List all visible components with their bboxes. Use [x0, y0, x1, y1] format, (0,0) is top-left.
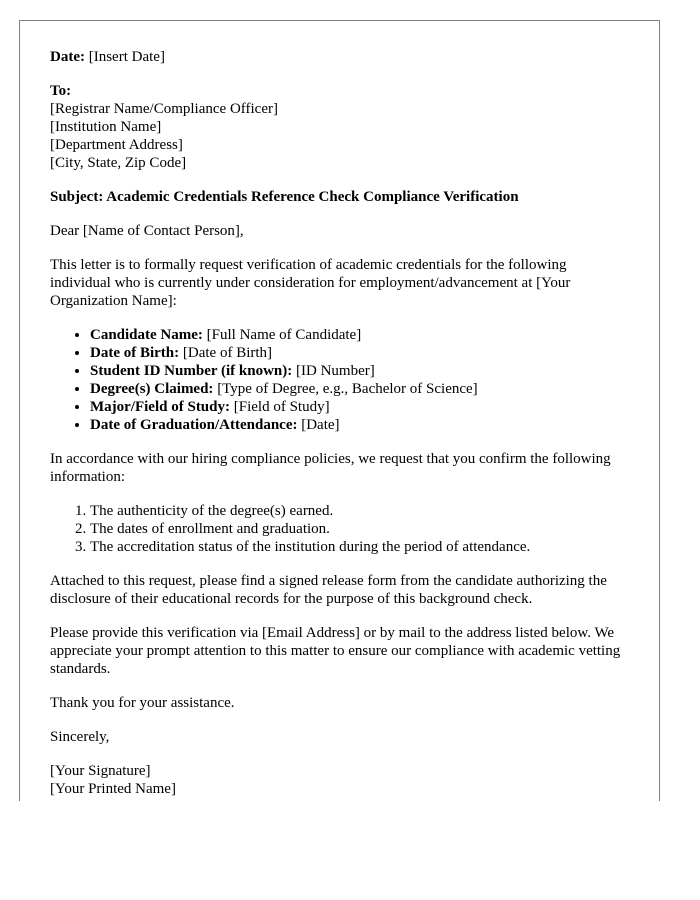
list-item	[90, 398, 629, 416]
subject-label: Subject:	[50, 189, 104, 205]
list-item: 3. The accreditation status of the institution during the period of attendance.	[90, 538, 629, 556]
detail-label: Student ID Number (if known):	[90, 363, 293, 379]
detail-value: [Type of Degree, e.g., Bachelor of Science]	[217, 381, 478, 397]
list-item	[90, 362, 629, 380]
detail-value: [Full Name of Candidate]	[206, 327, 362, 343]
thanks-line: Thank you for your assistance.	[50, 695, 235, 711]
date-line	[50, 48, 629, 66]
detail-label: Candidate Name:	[90, 327, 203, 343]
date-value: [Insert Date]	[88, 49, 165, 65]
request-items-list	[50, 502, 629, 556]
date-label: Date:	[50, 49, 85, 65]
detail-label: Date of Birth:	[90, 345, 180, 361]
recipient-block	[50, 82, 629, 172]
subject-line	[50, 188, 629, 206]
request-intro-paragraph: In accordance with our hiring compliance policies, we request that you confirm the following information:	[50, 451, 611, 485]
detail-label: Degree(s) Claimed:	[90, 381, 214, 397]
recipient-line: [Registrar Name/Compliance Officer]	[50, 101, 278, 117]
provide-paragraph: Please provide this verification via [Email Address] or by mail to the address listed below. We appreciate your prompt attention to this matter to ensure our compliance with academic vetting standards.	[50, 625, 621, 677]
detail-value: [Field of Study]	[233, 399, 330, 415]
list-item	[90, 380, 629, 398]
signature-block	[50, 762, 629, 798]
attachment-paragraph: Attached to this request, please find a signed release form from the candidate authorizing the disclosure of their educational records for the purpose of this background check.	[50, 573, 607, 607]
recipient-line: [Institution Name]	[50, 119, 162, 135]
detail-value: [Date]	[301, 417, 340, 433]
candidate-details-list	[50, 326, 629, 434]
list-item: 2. The dates of enrollment and graduation.	[90, 520, 629, 538]
letter-page	[19, 20, 660, 801]
list-item	[90, 416, 629, 434]
recipient-line: [Department Address]	[50, 137, 183, 153]
intro-paragraph: This letter is to formally request verification of academic credentials for the following individual who is currently under consideration for employment/advancement at [Your Organization Name]:	[50, 257, 571, 309]
printed-name-line: [Your Printed Name]	[50, 781, 176, 797]
closing-line: Sincerely,	[50, 729, 110, 745]
recipient-line: [City, State, Zip Code]	[50, 155, 187, 171]
recipient-label: To:	[50, 83, 72, 99]
list-item: 1. The authenticity of the degree(s) earned.	[90, 502, 629, 520]
detail-label: Major/Field of Study:	[90, 399, 230, 415]
detail-value: [ID Number]	[296, 363, 375, 379]
salutation: Dear [Name of Contact Person],	[50, 223, 244, 239]
subject-value: Academic Credentials Reference Check Compliance Verification	[106, 189, 519, 205]
list-item	[90, 344, 629, 362]
signature-line: [Your Signature]	[50, 763, 151, 779]
list-item	[90, 326, 629, 344]
detail-label: Date of Graduation/Attendance:	[90, 417, 298, 433]
detail-value: [Date of Birth]	[182, 345, 273, 361]
